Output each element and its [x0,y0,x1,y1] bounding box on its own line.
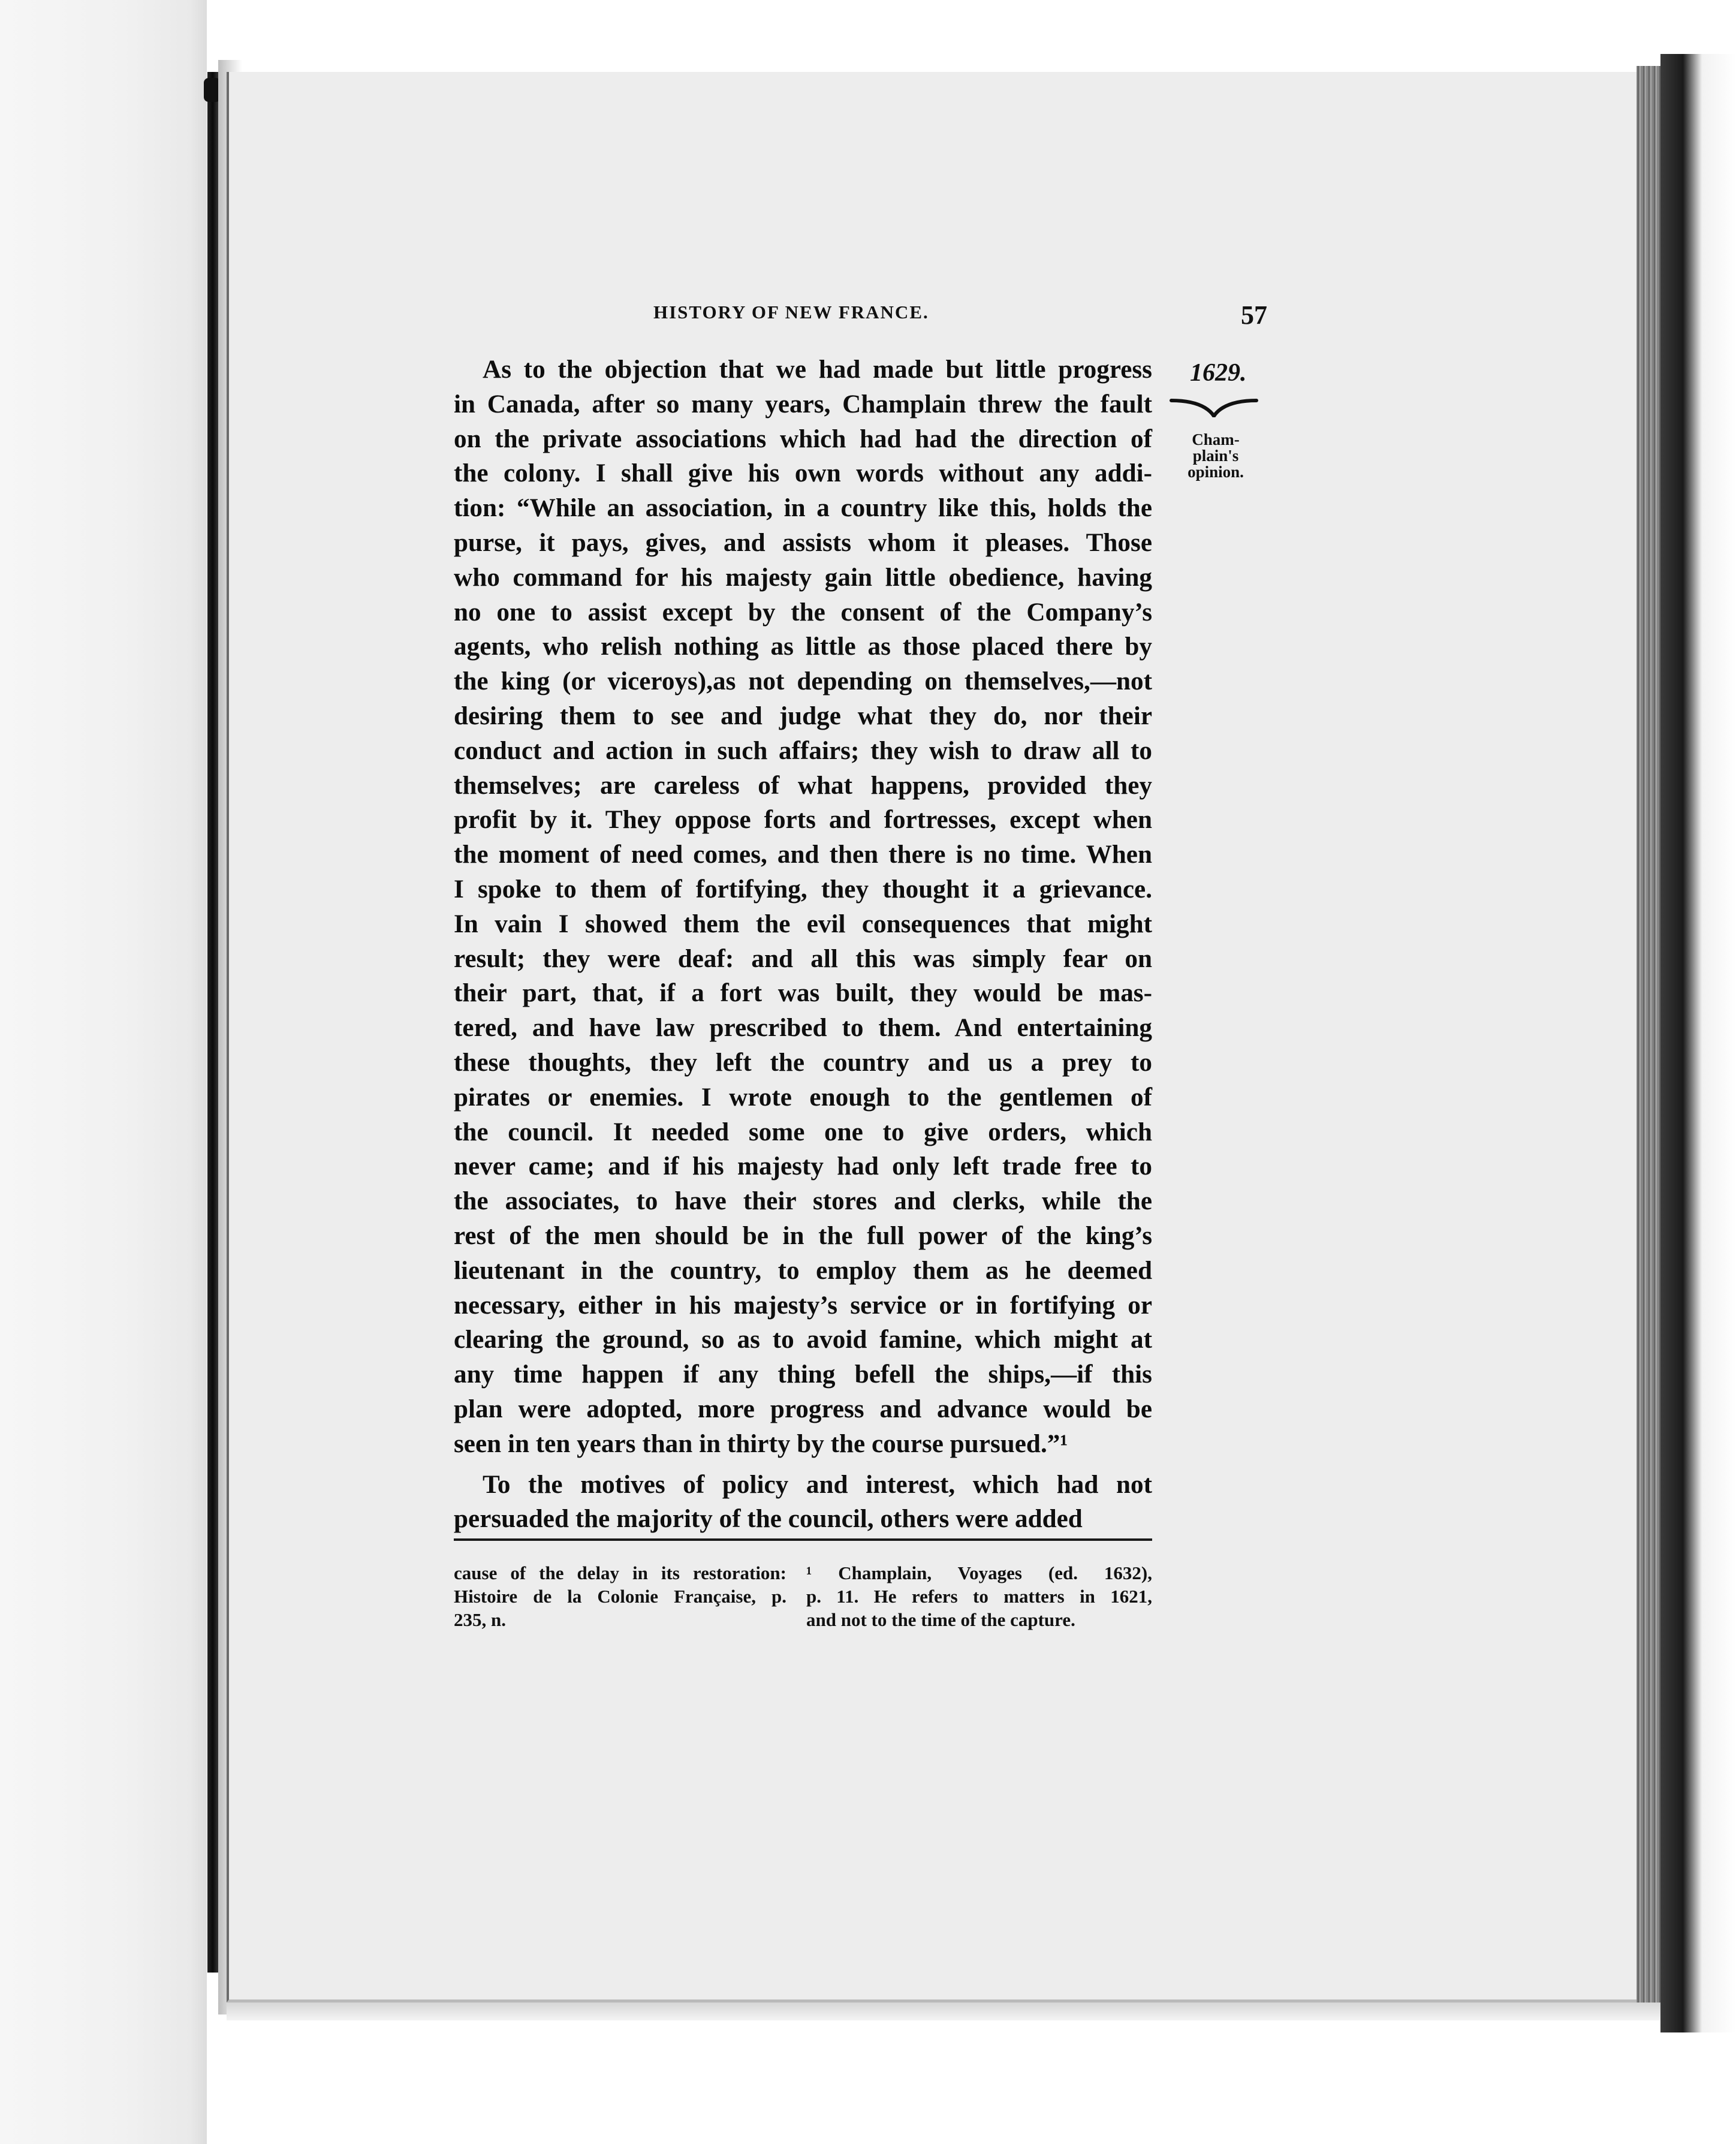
text-line: the associates, to have their stores and clerks, while the [454,1187,1152,1216]
text-line: As to the objection that we had made but little progress [483,356,1152,384]
side-note-line: opinion. [1188,463,1244,481]
footnote-line: 235, n. [454,1609,506,1630]
text-line: the colony. I shall give his own words without any addi- [454,459,1152,488]
paragraph [454,353,1152,1462]
text-line: profit by it. They oppose forts and fortresses, except when [454,806,1152,835]
text-line: never came; and if his majesty had only left trade free to [454,1152,1152,1181]
running-head: HISTORY OF NEW FRANCE. [653,302,929,323]
text-line: I spoke to them of fortifying, they thought it a grievance. [454,875,1152,904]
side-note-line: plain's [1192,447,1239,465]
footnote-line: p. 11. He refers to matters in 1621, [806,1586,1152,1607]
text-line: necessary, either in his majesty’s service or in fortifying or [454,1291,1152,1320]
text-line: To the motives of policy and interest, which had not [483,1470,1152,1499]
text-line: the moment of need comes, and then there is no time. When [454,841,1152,869]
paragraph [454,1468,1152,1537]
text-line: the council. It needed some one to give orders, which [454,1118,1152,1146]
text-line: seen in ten years than in thirty by the course pursued.”¹ [454,1429,1068,1458]
text-line: in Canada, after so many years, Champlain threw the fault [454,390,1152,418]
text-line: themselves; are careless of what happens, provided they [454,771,1152,800]
left-page-edge [0,0,207,2144]
text-line: the king (or viceroys),as not depending on themselves,—not [454,667,1152,696]
book-gutter [207,72,218,1973]
text-line: any time happen if any thing befell the ships,—if this [454,1360,1152,1389]
margin-brace-icon [1169,397,1259,417]
footnote-line: Histoire de la Colonie Française, p. [454,1586,786,1607]
footnote-right [806,1561,1152,1631]
page-number: 57 [1241,300,1267,330]
text-line: result; they were deaf: and all this was simply fear on [454,944,1152,973]
text-line: on the private associations which had had the direction of [454,424,1152,453]
book-cover-edge [1660,54,1736,2032]
footnote-line: and not to the time of the capture. [806,1609,1075,1630]
text-line: who command for his majesty gain little obedience, having [454,563,1152,592]
footnote-left [454,1561,786,1631]
text-line: clearing the ground, so as to avoid famine, which might at [454,1326,1152,1354]
page-stack-edge [1636,66,1660,2003]
text-line: these thoughts, they left the country and us a prey to [454,1048,1152,1077]
body-text [454,353,1152,1537]
text-line: plan were adopted, more progress and advance would be [454,1395,1152,1423]
text-line: persuaded the majority of the council, others were added [454,1505,1083,1534]
margin-year: 1629. [1190,359,1247,387]
text-line: conduct and action in such affairs; they wish to draw all to [454,736,1152,765]
text-line: their part, that, if a fort was built, they would be mas- [454,979,1152,1008]
text-line: agents, who relish nothing as little as those placed there by [454,633,1152,661]
margin-side-note [1174,432,1258,480]
footnote-line: ¹ Champlain, Voyages (ed. 1632), [806,1562,1152,1583]
text-line: desiring them to see and judge what they do, nor their [454,701,1152,730]
page-bottom-edge [227,2003,1660,2020]
footnote-line: cause of the delay in its restoration: [454,1562,786,1583]
text-line: tered, and have law prescribed to them. And entertaining [454,1014,1152,1043]
text-line: rest of the men should be in the full power of the king’s [454,1221,1152,1250]
text-line: tion: “While an association, in a country like this, holds the [454,494,1152,523]
text-line: purse, it pays, gives, and assists whom it pleases. Those [454,528,1152,557]
text-line: pirates or enemies. I wrote enough to the gentlemen of [454,1083,1152,1112]
text-line: In vain I showed them the evil consequences that might [454,910,1152,938]
footnote-rule [454,1538,1152,1541]
text-line: no one to assist except by the consent of the Company’s [454,598,1152,627]
side-note-line: Cham- [1192,430,1240,448]
text-line: lieutenant in the country, to employ them as he deemed [454,1256,1152,1285]
